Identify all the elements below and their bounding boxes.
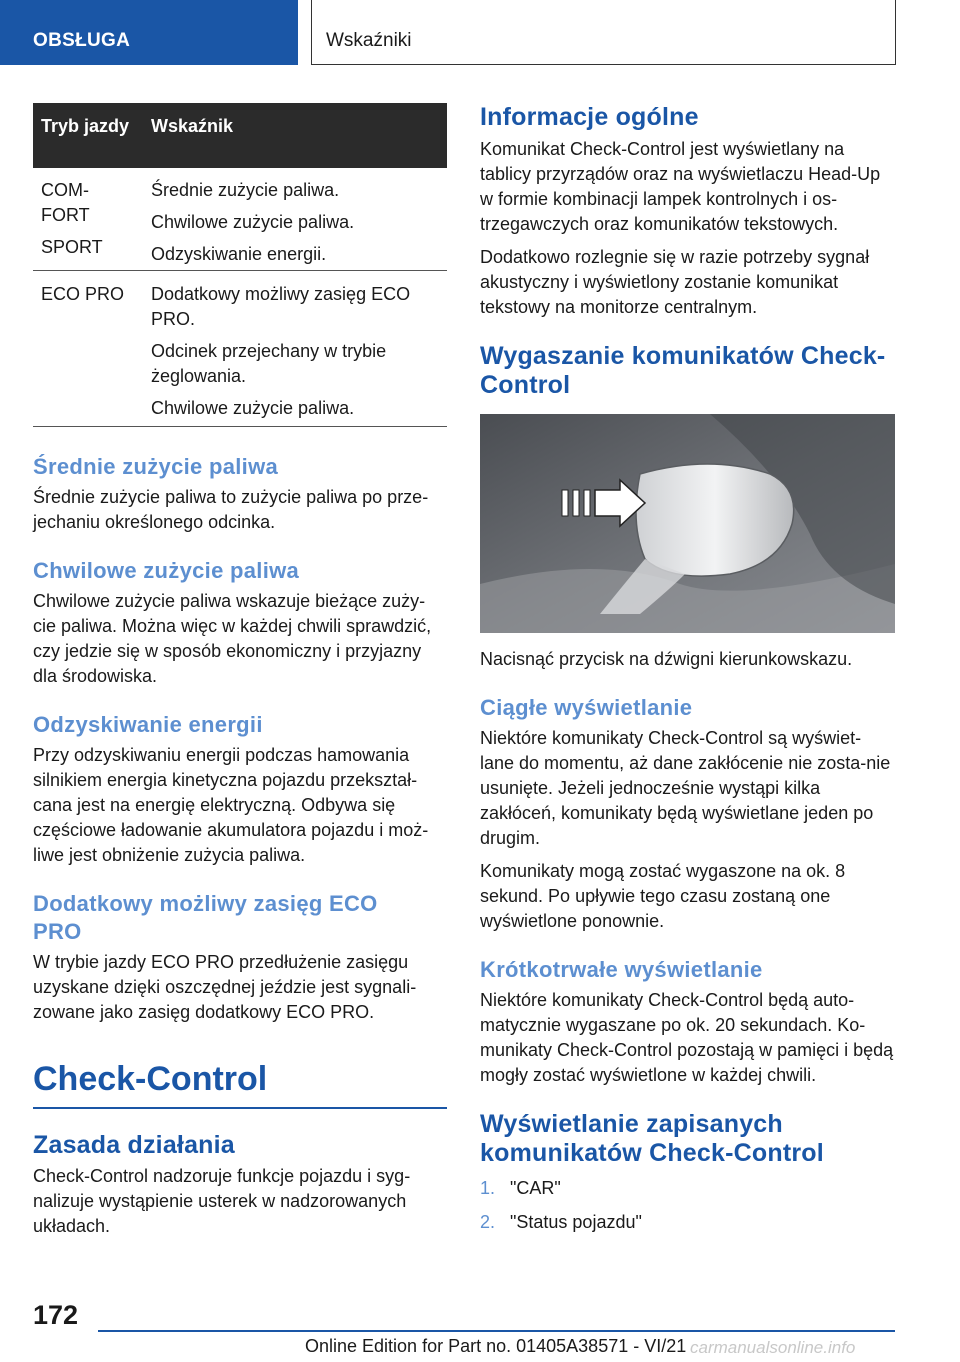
header-section-tab bbox=[0, 0, 298, 65]
mode-comfort: COM-FORT bbox=[41, 180, 90, 225]
section-text: Komunikat Check-Control jest wyświetlany na tablicy przyrządów oraz na wyświetlaczu Head-Up w formie kombinacji lampek kontrolnych i os-trzegawczych oraz komunikatów tekstowych. bbox=[480, 139, 881, 234]
list-item bbox=[480, 1176, 895, 1201]
table-header-mode: Tryb jazdy bbox=[41, 116, 130, 136]
section-title: Wygaszanie komunikatów Check-Control bbox=[480, 342, 886, 399]
indicator-item: Odzyskiwanie energii. bbox=[151, 244, 327, 264]
section-text: Przy odzyskiwaniu energii podczas hamowania silnikiem energia kinetyczna pojazdu przekształ-cana jest na energię elektryczną. Odbywa się częściowe ładowanie akumulatora pojazdu i moż-liwe jest obniżenie zużycia paliwa. bbox=[33, 745, 429, 865]
list-item bbox=[480, 1210, 895, 1235]
section-title: Dodatkowy możliwy zasięg ECO PRO bbox=[33, 891, 378, 944]
section-general-info bbox=[480, 103, 895, 320]
section-title: Ciągłe wyświetlanie bbox=[480, 695, 693, 720]
indicator-item: Średnie zużycie paliwa. bbox=[151, 180, 340, 200]
section-text: Komunikaty mogą zostać wygaszone na ok. 8 sekund. Po upływie tego czasu zostaną one wyświetlone ponownie. bbox=[480, 861, 846, 931]
section-title: Chwilowe zużycie paliwa bbox=[33, 558, 300, 583]
section-title: Krótkotrwałe wyświetlanie bbox=[480, 957, 763, 982]
section-energy-recovery bbox=[33, 711, 447, 868]
section-text: Check-Control nadzoruje funkcje pojazdu i syg-nalizuje wystąpienie usterek w nadzorowanych układach. bbox=[33, 1165, 411, 1236]
steps-list bbox=[480, 1176, 895, 1235]
chapter-rule bbox=[33, 1107, 447, 1109]
section-title: Zasada działania bbox=[33, 1130, 235, 1159]
table-cell-indicators bbox=[151, 282, 447, 421]
section-text: Niektóre komunikaty Check-Control są wyświet-lane do momentu, aż dane zakłócenie nie zosta-nie usunięte. Jeżeli jednocześnie wystąpi kilka zakłóceń, komunikaty będą wyświetlane jeden po drugim. bbox=[480, 728, 891, 848]
step-text: "Status pojazdu" bbox=[510, 1212, 642, 1232]
header-chapter-label: Wskaźniki bbox=[326, 30, 412, 51]
chapter-check-control bbox=[33, 1059, 447, 1109]
section-text: Chwilowe zużycie paliwa wskazuje bieżące zuży-cie paliwa. Można więc w każdej chwili sprawdzić, czy jedzie się w sposób ekonomiczny i przyjazny dla środowiska. bbox=[33, 591, 432, 686]
turn-signal-lever-photo bbox=[480, 414, 895, 633]
table-cell-modes bbox=[41, 282, 136, 314]
indicator-item: Odcinek przejechany w trybie żeglowania. bbox=[151, 341, 387, 386]
mode-sport: SPORT bbox=[41, 237, 103, 257]
section-text: Niektóre komunikaty Check-Control będą auto-matycznie wygaszane po ok. 20 sekundach. Ko-munikaty Check-Control pozostają w pamięci i będą mogły zostać wyświetlone w każdej chwili. bbox=[480, 990, 894, 1085]
step-text: "CAR" bbox=[510, 1178, 561, 1198]
step-number: 2. bbox=[480, 1212, 496, 1232]
table-row bbox=[33, 271, 447, 427]
page-number: 172 bbox=[33, 1300, 79, 1330]
table-row bbox=[33, 168, 447, 271]
section-eco-range bbox=[33, 890, 447, 1025]
section-dismiss-messages bbox=[480, 342, 895, 672]
table-header bbox=[33, 103, 447, 168]
indicator-item: Chwilowe zużycie paliwa. bbox=[151, 398, 355, 418]
section-short-display bbox=[480, 956, 895, 1088]
section-title: Średnie zużycie paliwa bbox=[33, 454, 279, 479]
watermark: carmanualsonline.info bbox=[690, 1338, 856, 1357]
section-avg-fuel bbox=[33, 453, 447, 535]
section-instant-fuel bbox=[33, 557, 447, 689]
section-title: Informacje ogólne bbox=[480, 103, 699, 131]
mode-eco-pro: ECO PRO bbox=[41, 284, 125, 304]
mode-table bbox=[33, 103, 447, 427]
footer-edition: Online Edition for Part no. 01405A38571 - VI/21 bbox=[305, 1336, 687, 1356]
photo-caption: Nacisnąć przycisk na dźwigni kierunkowskazu. bbox=[480, 649, 853, 669]
section-title: Wyświetlanie zapisanych komunikatów Check-Control bbox=[480, 1110, 824, 1167]
indicator-item: Dodatkowy możliwy zasięg ECO PRO. bbox=[151, 284, 411, 329]
right-column bbox=[480, 103, 895, 1244]
section-text: W trybie jazdy ECO PRO przedłużenie zasięgu uzyskane dzięki oszczędnej jeździe jest sygnali-zowane jako zasięg dodatkowy ECO PRO. bbox=[33, 952, 417, 1022]
left-column bbox=[33, 103, 447, 1239]
section-stored-messages bbox=[480, 1110, 895, 1235]
header-chapter-box bbox=[311, 0, 896, 65]
section-text: Średnie zużycie paliwa to zużycie paliwa po prze-jechaniu określonego odcinka. bbox=[33, 487, 429, 532]
section-principle bbox=[33, 1131, 447, 1239]
lever-illustration bbox=[480, 414, 895, 633]
table-header-indicator: Wskaźnik bbox=[151, 116, 234, 136]
table-cell-modes bbox=[41, 178, 136, 267]
table-cell-indicators bbox=[151, 178, 447, 267]
indicator-item: Chwilowe zużycie paliwa. bbox=[151, 212, 355, 232]
section-title: Odzyskiwanie energii bbox=[33, 712, 263, 737]
header-section-label: OBSŁUGA bbox=[33, 30, 131, 51]
section-text: Dodatkowo rozlegnie się w razie potrzeby sygnał akustyczny i wyświetlony zostanie komunikat tekstowy na monitorze centralnym. bbox=[480, 247, 870, 317]
step-number: 1. bbox=[480, 1178, 496, 1198]
chapter-title: Check-Control bbox=[33, 1060, 268, 1098]
section-continuous-display bbox=[480, 694, 895, 934]
footer-rule bbox=[98, 1330, 895, 1332]
